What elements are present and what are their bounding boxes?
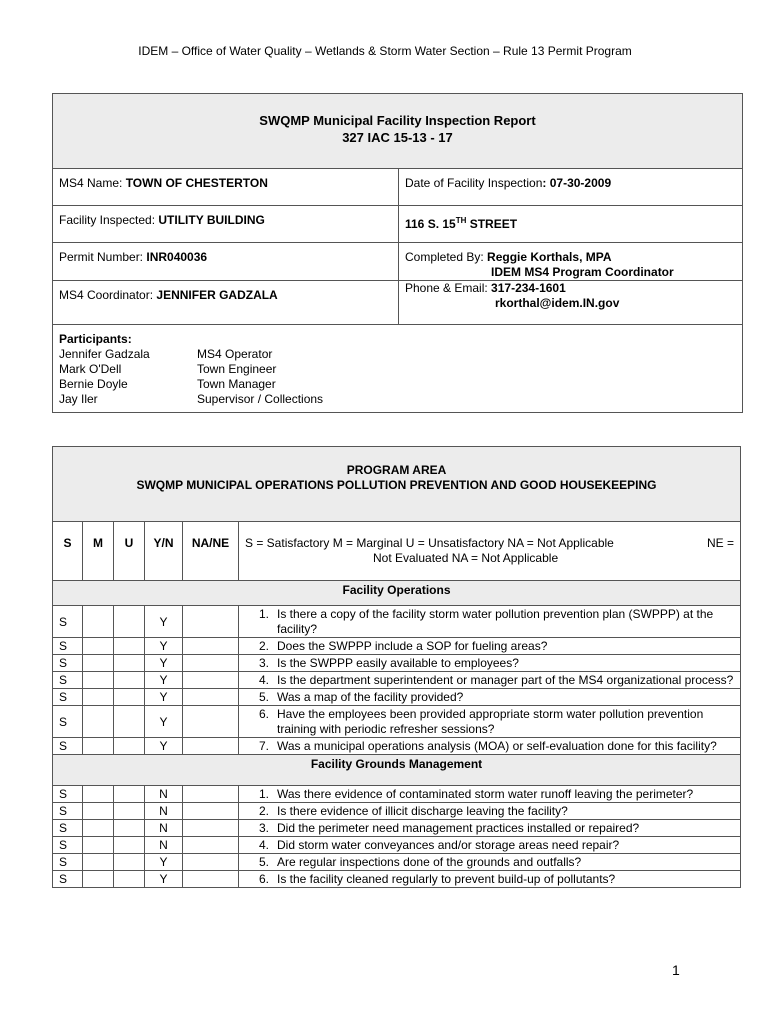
section-title: Facility Grounds Management: [53, 755, 741, 786]
question-cell: [239, 854, 741, 871]
nane-cell: [183, 786, 239, 803]
yn-cell: Y: [145, 854, 183, 871]
coord-label: MS4 Coordinator:: [59, 288, 157, 302]
s-cell: S: [53, 820, 83, 837]
phone: 317-234-1601: [491, 281, 566, 295]
m-cell: [83, 738, 114, 755]
yn-cell: N: [145, 803, 183, 820]
question-text: Was there evidence of contaminated storm water runoff leaving the perimeter?: [277, 787, 694, 801]
m-cell: [83, 803, 114, 820]
checklist-row: [53, 689, 741, 706]
m-cell: [83, 638, 114, 655]
question-number: 3.: [258, 821, 269, 835]
m-cell: [83, 820, 114, 837]
yn-cell: Y: [145, 738, 183, 755]
nane-cell: [183, 837, 239, 854]
nane-cell: [183, 803, 239, 820]
u-cell: [114, 871, 145, 888]
question-text: Was a map of the facility provided?: [277, 690, 464, 704]
question-cell: [239, 803, 741, 820]
question-cell: [239, 689, 741, 706]
inspection-date: : 07-30-2009: [542, 176, 612, 190]
participant-name: Mark O'Dell: [59, 362, 122, 376]
yn-cell: Y: [145, 606, 183, 638]
u-cell: [114, 854, 145, 871]
yn-cell: Y: [145, 689, 183, 706]
legend-line2: Not Evaluated NA = Not Applicable: [373, 551, 559, 565]
nane-cell: [183, 689, 239, 706]
nane-cell: [183, 854, 239, 871]
col-u: U: [124, 536, 134, 550]
question-text: Is the facility cleaned regularly to prevent build-up of pollutants?: [277, 872, 616, 886]
yn-cell: N: [145, 786, 183, 803]
question-text: Are regular inspections done of the grounds and outfalls?: [277, 855, 582, 869]
m-cell: [83, 837, 114, 854]
question-text: Is there evidence of illicit discharge leaving the facility?: [277, 804, 568, 818]
yn-cell: Y: [145, 638, 183, 655]
permit-number: INR040036: [146, 250, 208, 264]
m-cell: [83, 706, 114, 738]
u-cell: [114, 706, 145, 738]
checklist-row: [53, 655, 741, 672]
s-cell: S: [53, 738, 83, 755]
checklist-row: [53, 738, 741, 755]
program-area-header: [53, 447, 741, 522]
section-header: [53, 755, 741, 786]
checklist-row: [53, 854, 741, 871]
date-label: Date of Facility Inspection: [405, 176, 543, 190]
ms4-name-label: MS4 Name:: [59, 176, 126, 190]
question-cell: [239, 672, 741, 689]
checklist-row: [53, 803, 741, 820]
question-cell: [239, 706, 741, 738]
participant-role: Supervisor / Collections: [197, 392, 324, 406]
s-cell: S: [53, 606, 83, 638]
question-text: Is there a copy of the facility storm water pollution prevention plan (SWPPP) at the facility?: [277, 607, 714, 636]
participant-role: Town Manager: [197, 377, 276, 391]
s-cell: S: [53, 689, 83, 706]
completed-title: IDEM MS4 Program Coordinator: [491, 265, 674, 279]
legend: [239, 522, 741, 581]
u-cell: [114, 738, 145, 755]
report-code: 327 IAC 15-13 - 17: [342, 130, 453, 145]
program-area-label: PROGRAM AREA: [346, 463, 447, 477]
legend-line1: S = Satisfactory M = Marginal U = Unsatisfactory NA = Not Applicable: [245, 536, 614, 550]
u-cell: [114, 837, 145, 854]
page-number: 1: [672, 962, 680, 978]
question-number: 2.: [258, 804, 269, 818]
participants-cell: [53, 325, 743, 413]
question-number: 1.: [258, 787, 269, 801]
question-cell: [239, 837, 741, 854]
m-cell: [83, 655, 114, 672]
participant-role: Town Engineer: [197, 362, 277, 376]
question-cell: [239, 738, 741, 755]
s-cell: S: [53, 655, 83, 672]
question-number: 5.: [258, 690, 269, 704]
nane-cell: [183, 820, 239, 837]
yn-cell: Y: [145, 871, 183, 888]
m-cell: [83, 786, 114, 803]
question-cell: [239, 655, 741, 672]
yn-cell: N: [145, 837, 183, 854]
checklist-row: [53, 871, 741, 888]
section-title: Facility Operations: [53, 581, 741, 606]
section-header: [53, 581, 741, 606]
checklist-row: [53, 837, 741, 854]
report-title-cell: [53, 94, 743, 169]
nane-cell: [183, 638, 239, 655]
question-number: 6.: [258, 707, 269, 721]
participant-role: MS4 Operator: [197, 347, 273, 361]
phone-label: Phone & Email:: [405, 281, 492, 295]
s-cell: S: [53, 803, 83, 820]
participant-name: Bernie Doyle: [59, 377, 128, 391]
question-number: 4.: [258, 673, 269, 687]
u-cell: [114, 606, 145, 638]
question-number: 4.: [258, 838, 269, 852]
question-cell: [239, 638, 741, 655]
question-text: Is the SWPPP easily available to employees?: [277, 656, 519, 670]
participant-name: Jennifer Gadzala: [59, 347, 150, 361]
checklist-table: [52, 446, 741, 888]
s-cell: S: [53, 854, 83, 871]
nane-cell: [183, 672, 239, 689]
u-cell: [114, 672, 145, 689]
question-number: 6.: [258, 872, 269, 886]
s-cell: S: [53, 638, 83, 655]
permit-label: Permit Number:: [59, 250, 147, 264]
question-number: 1.: [258, 607, 269, 621]
participants-label: Participants:: [59, 332, 132, 346]
s-cell: S: [53, 786, 83, 803]
yn-cell: Y: [145, 706, 183, 738]
u-cell: [114, 655, 145, 672]
coordinator-name: JENNIFER GADZALA: [156, 288, 278, 302]
m-cell: [83, 854, 114, 871]
ms4-name: TOWN OF CHESTERTON: [125, 176, 268, 190]
question-text: Have the employees been provided appropriate storm water pollution prevention training with periodic refresher sessions?: [277, 707, 704, 736]
question-cell: [239, 871, 741, 888]
question-cell: [239, 786, 741, 803]
report-info-table: [52, 93, 743, 413]
s-cell: S: [53, 672, 83, 689]
yn-cell: Y: [145, 655, 183, 672]
question-text: Does the SWPPP include a SOP for fueling areas?: [277, 639, 548, 653]
nane-cell: [183, 738, 239, 755]
u-cell: [114, 689, 145, 706]
page-header: IDEM – Office of Water Quality – Wetlands & Storm Water Section – Rule 13 Permit Program: [138, 44, 632, 58]
u-cell: [114, 786, 145, 803]
facility-address: 116 S. 15TH STREET: [399, 206, 743, 243]
checklist-row: [53, 638, 741, 655]
u-cell: [114, 638, 145, 655]
question-number: 3.: [258, 656, 269, 670]
checklist-row: [53, 786, 741, 803]
facility-name: UTILITY BUILDING: [158, 213, 265, 227]
participants-list: [59, 347, 736, 407]
question-text: Is the department superintendent or manager part of the MS4 organizational process?: [277, 673, 734, 687]
question-number: 5.: [258, 855, 269, 869]
nane-cell: [183, 871, 239, 888]
checklist-row: [53, 820, 741, 837]
checklist-row: [53, 606, 741, 638]
m-cell: [83, 871, 114, 888]
question-text: Did the perimeter need management practices installed or repaired?: [277, 821, 640, 835]
completed-by: Reggie Korthals, MPA: [487, 250, 612, 264]
completed-label: Completed By:: [405, 250, 488, 264]
col-m: M: [93, 536, 103, 550]
checklist-row: [53, 672, 741, 689]
s-cell: S: [53, 871, 83, 888]
col-yn: Y/N: [153, 536, 174, 550]
question-number: 2.: [258, 639, 269, 653]
m-cell: [83, 689, 114, 706]
s-cell: S: [53, 706, 83, 738]
m-cell: [83, 606, 114, 638]
facility-label: Facility Inspected:: [59, 213, 159, 227]
col-s: S: [63, 536, 72, 550]
u-cell: [114, 803, 145, 820]
col-nane: NA/NE: [191, 536, 230, 550]
s-cell: S: [53, 837, 83, 854]
question-text: Was a municipal operations analysis (MOA) or self-evaluation done for this facility?: [277, 739, 717, 753]
nane-cell: [183, 606, 239, 638]
report-title: SWQMP Municipal Facility Inspection Report: [259, 113, 536, 128]
email: rkorthal@idem.IN.gov: [495, 296, 620, 310]
nane-cell: [183, 706, 239, 738]
question-cell: [239, 606, 741, 638]
question-number: 7.: [258, 739, 269, 753]
program-area-title: SWQMP MUNICIPAL OPERATIONS POLLUTION PREVENTION AND GOOD HOUSEKEEPING: [136, 478, 657, 492]
u-cell: [114, 820, 145, 837]
checklist-row: [53, 706, 741, 738]
yn-cell: Y: [145, 672, 183, 689]
legend-ne: NE =: [706, 536, 734, 550]
question-text: Did storm water conveyances and/or storage areas need repair?: [277, 838, 620, 852]
nane-cell: [183, 655, 239, 672]
yn-cell: N: [145, 820, 183, 837]
question-cell: [239, 820, 741, 837]
participant-name: Jay Iler: [59, 392, 98, 406]
m-cell: [83, 672, 114, 689]
